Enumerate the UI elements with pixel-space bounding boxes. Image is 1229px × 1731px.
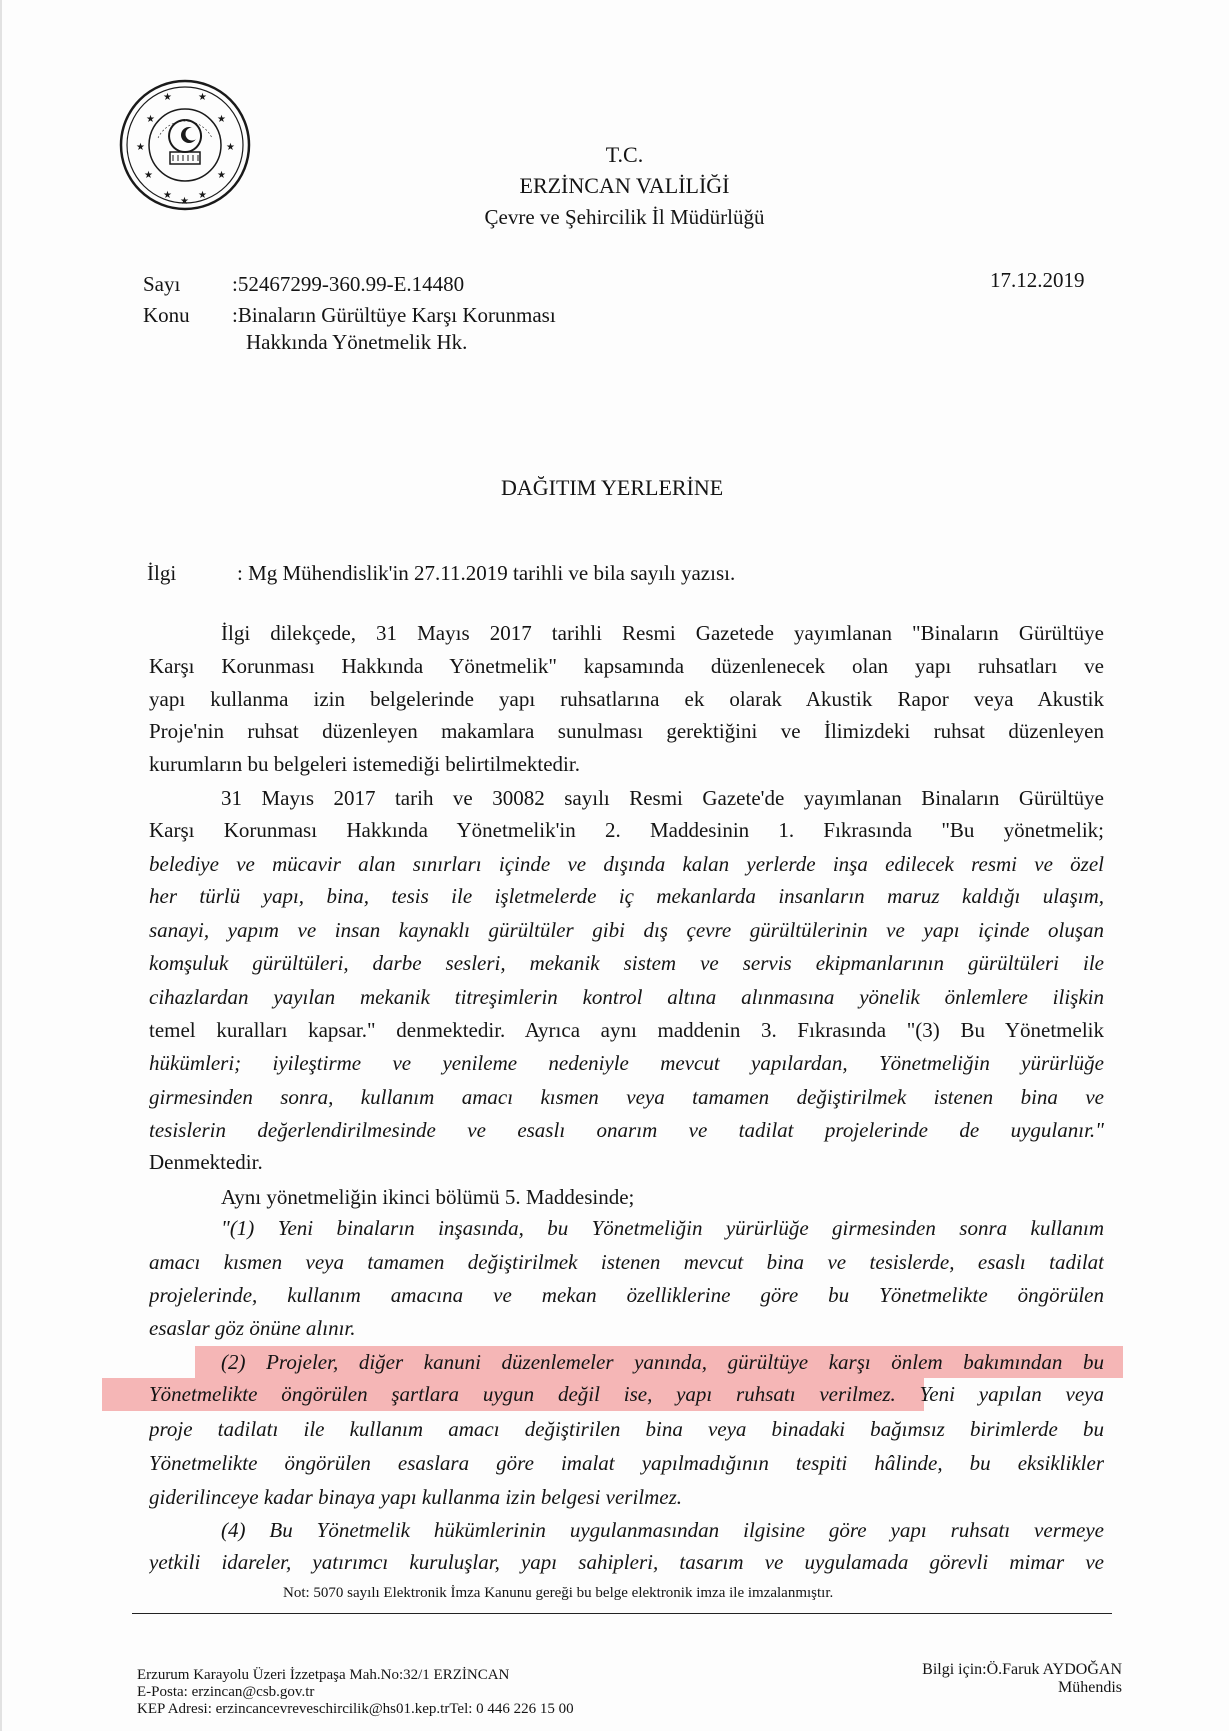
header-tc: T.C. [605,142,644,167]
svg-text:★: ★ [226,142,235,153]
body-line: giderilinceye kadar binaya yapı kullanma izin belgesi verilmez. [149,1485,683,1509]
body-line: her türlü yapı, bina, tesis ile işletmelerde iç mekanlarda insanların maruz kaldığı ulaşım, [149,884,1104,908]
svg-text:★: ★ [217,170,226,181]
body-line: yapı kullanma izin belgelerinde yapı ruhsatlarına ek olarak Akustik Rapor veya Akustik [149,687,1104,711]
e-signature-note: Not: 5070 sayılı Elektronik İmza Kanunu gereği bu belge elektronik imza ile imzalanmıştır. [283,1585,834,1601]
svg-text:★: ★ [180,196,189,207]
sayi-label: Sayı [143,272,181,296]
body-line: amacı kısmen veya tamamen değiştirilmek istenen mevcut bina ve tesislerde, esaslı tadilat [149,1250,1104,1274]
body-line: hükümleri; iyileştirme ve yenileme nedeniyle mevcut yapılardan, Yönetmeliğin yürürlüğe [149,1051,1104,1075]
svg-text:★: ★ [163,92,172,103]
body-line: Aynı yönetmeliğin ikinci bölümü 5. Maddesinde; [221,1185,635,1209]
svg-text:★: ★ [146,114,155,125]
svg-text:★: ★ [198,190,207,201]
body-line: (2) Projeler, diğer kanuni düzenlemeler yanında, gürültüye karşı önlem bakımından bu [221,1350,1104,1374]
ilgi-label: İlgi [147,561,177,585]
body-line: esaslar göz önüne alınır. [149,1316,356,1340]
body-line: belediye ve mücavir alan sınırları içinde ve dışında kalan yerlerde inşa edilecek resmi ve özel [149,852,1104,876]
ilgi-value: : Mg Mühendislik'in 27.11.2019 tarihli ve bila sayılı yazısı. [237,561,736,585]
body-line: "(1) Yeni binaların inşasında, bu Yönetmeliğin yürürlüğe girmesinden sonra kullanım [221,1216,1104,1240]
body-line: projelerinde, kullanım amacına ve mekan özelliklerine göre bu Yönetmelikte öngörülen [149,1283,1104,1307]
body-line: Karşı Korunması Hakkında Yönetmelik" kapsamında düzenlenecek olan yapı ruhsatları ve [149,654,1104,678]
body-line: komşuluk gürültüleri, darbe sesleri, mekanik sistem ve servis ekipmanlarının gürültüleri ile [149,951,1104,975]
body-line: temel kuralları kapsar." denmektedir. Ayrıca aynı maddenin 3. Fıkrasında "(3) Bu Yönetmelik [149,1018,1104,1042]
svg-text:★: ★ [217,114,226,125]
konu-value-line1: :Binaların Gürültüye Karşı Korunması [232,303,556,327]
body-line: cihazlardan yayılan mekanik titreşimlerin kontrol altına alınmasına yönelik önlemlere ilişkin [149,985,1104,1009]
body-line: İlgi dilekçede, 31 Mayıs 2017 tarihli Resmi Gazetede yayımlanan "Binaların Gürültüye [221,621,1104,645]
svg-text:★: ★ [163,190,172,201]
svg-text:★: ★ [144,170,153,181]
svg-text:★: ★ [198,92,207,103]
header-directorate: Çevre ve Şehircilik İl Müdürlüğü [484,205,765,229]
body-line: tesislerin değerlendirilmesinde ve esaslı onarım ve tadilat projelerinde de uygulanır." [149,1118,1104,1142]
body-line: Proje'nin ruhsat düzenleyen makamlara sunulması gerektiğini ve İlimizdeki ruhsat düzenleyen [149,719,1104,743]
konu-value-line2: Hakkında Yönetmelik Hk. [246,330,468,354]
footer-address: Erzurum Karayolu Üzeri İzzetpaşa Mah.No:32/1 ERZİNCAN [137,1667,510,1683]
header-governorship: ERZİNCAN VALİLİĞİ [519,173,730,198]
body-line: 31 Mayıs 2017 tarih ve 30082 sayılı Resmi Gazete'de yayımlanan Binaların Gürültüye [221,786,1104,810]
footer-contact: Bilgi için:Ö.Faruk AYDOĞAN [922,1661,1122,1678]
recipient-heading: DAĞITIM YERLERİNE [501,475,724,500]
footer-email: E-Posta: erzincan@csb.gov.tr [137,1684,315,1700]
body-line: (4) Bu Yönetmelik hükümlerinin uygulanmasından ilgisine göre yapı ruhsatı vermeye [221,1518,1104,1542]
body-line: Yönetmelikte öngörülen esaslara göre imalat yapılmadığının tespiti hâlinde, bu eksiklikler [149,1451,1104,1475]
svg-text:★: ★ [136,142,145,153]
body-line: Karşı Korunması Hakkında Yönetmelik'in 2. Maddesinin 1. Fıkrasında "Bu yönetmelik; [149,818,1104,842]
document-date: 17.12.2019 [990,268,1085,292]
footer-contact-title: Mühendis [1058,1679,1122,1696]
scan-edge [0,0,2,1731]
body-line: sanayi, yapım ve insan kaynaklı gürültüler gibi dış çevre gürültülerinin ve yapı içinde oluşan [149,918,1104,942]
sayi-value: :52467299-360.99-E.14480 [232,272,465,296]
footer-kep: KEP Adresi: erzincancevreveschircilik@hs01.kep.trTel: 0 446 226 15 00 [137,1701,574,1717]
konu-label: Konu [143,303,190,327]
body-line: yetkili idareler, yatırımcı kuruluşlar, yapı sahipleri, tasarım ve uygulamada görevli mimar ve [149,1550,1104,1574]
body-line: kurumların bu belgeleri istemediği belirtilmektedir. [149,752,580,776]
body-line: girmesinden sonra, kullanım amacı kısmen veya tamamen değiştirilmek istenen bina ve [149,1085,1104,1109]
body-line: Denmektedir. [149,1150,263,1174]
body-line: proje tadilatı ile kullanım amacı değiştirilen bina veya binadaki bağımsız birimlerde bu [149,1417,1104,1441]
body-line: Yönetmelikte öngörülen şartlara uygun değil ise, yapı ruhsatı verilmez. Yeni yapılan veya [149,1382,1104,1406]
footer-rule [132,1613,1112,1614]
